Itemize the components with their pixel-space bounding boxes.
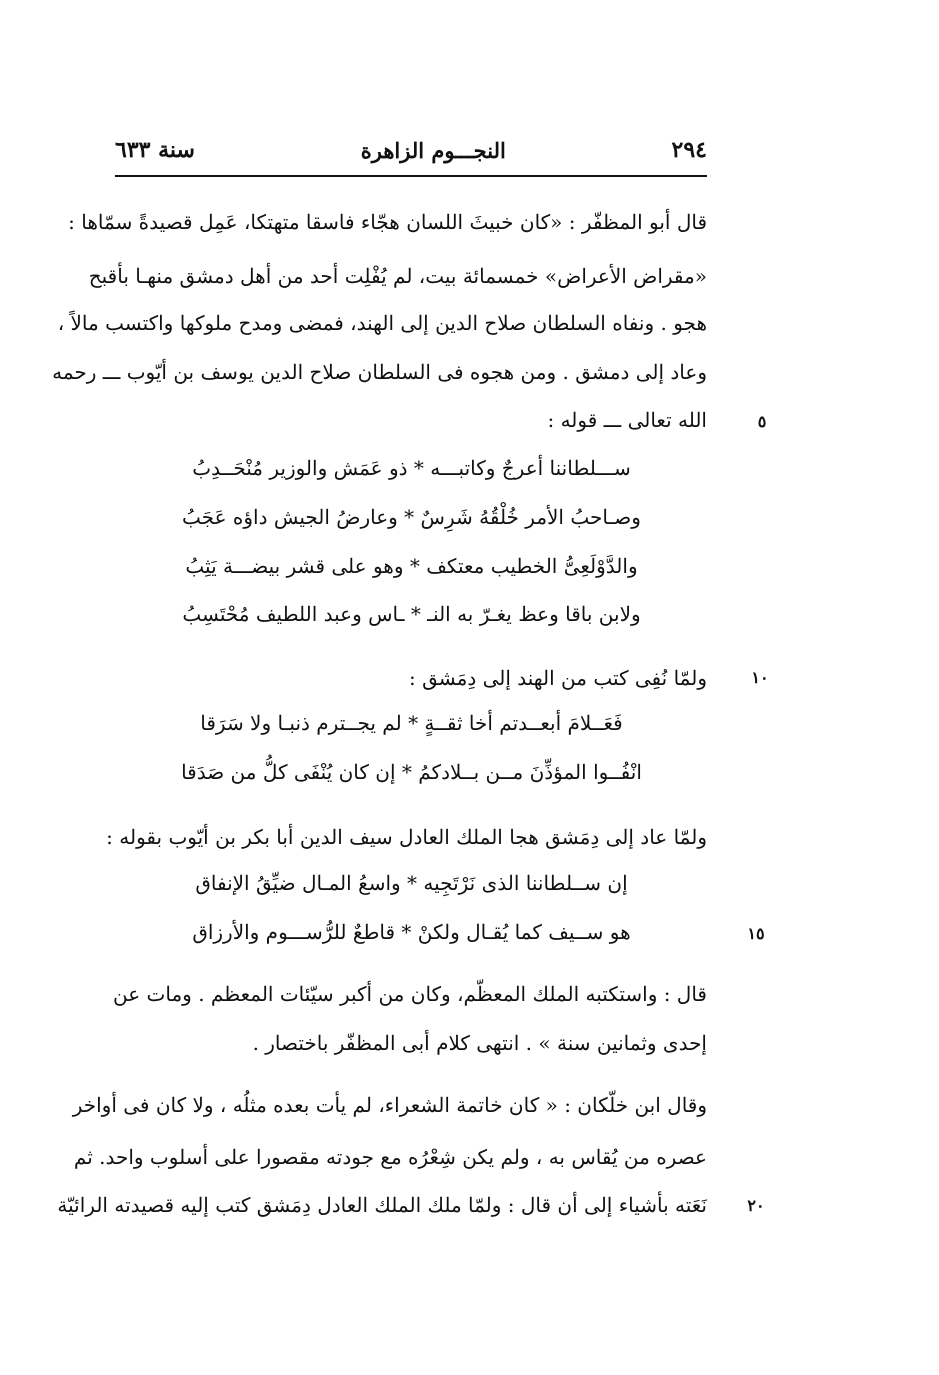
text-line: هجو . ونفاه السلطان صلاح الدين إلى الهند، فمضى ومدح ملوكها واكتسب مالاً ،	[57, 311, 707, 335]
page-number: ٢٩٤	[671, 137, 707, 163]
text-line: «مقراض الأعراض» خمسمائة بيت، لم يُفْلِت أحد من أهل دمشق منهـا بأقبح	[88, 264, 707, 288]
line-number: ١٥	[747, 924, 765, 943]
year-label: سنة ٦٣٣	[115, 137, 195, 163]
verse-line: إن ســلطاننا الذى نَرْتَجِيه * واسعُ المـال ضيِّقُ الإنفاق	[195, 871, 628, 895]
text-line: ولمّا نُفِى كتب من الهند إلى دِمَشق :	[409, 666, 707, 690]
text-line: نَعَته بأشياء إلى أن قال : ولمّا ملك الملك العادل دِمَشق كتب إليه قصيدته الرائيّة	[57, 1193, 707, 1217]
text-line: ولمّا عاد إلى دِمَشق هجا الملك العادل سيف الدين أبا بكر بن أيّوب بقوله :	[106, 825, 707, 849]
text-line: عصره من يُقاس به ، ولم يكن شِعْرُه مع جودته مقصورا على أسلوب واحد. ثم	[73, 1145, 707, 1169]
line-number: ١٠	[751, 668, 769, 687]
line-number: ٥	[757, 412, 767, 431]
verse-line: فَعَــلامَ أبعــدتم أخا ثقــةٍ * لم يجــترم ذنبـا ولا سَرَقا	[200, 711, 623, 735]
verse-line: ولابن باقا وعظ يغـرّ به النـ * ـاس وعبد اللطيف مُحْتَسِبُ	[182, 602, 641, 626]
text-line: إحدى وثمانين سنة » . انتهى كلام أبى المظفّر باختصار .	[252, 1031, 707, 1055]
book-title: النجـــوم الزاهرة	[360, 137, 506, 163]
running-header	[115, 128, 707, 172]
verse-line: ســـلطاننا أعرجٌ وكاتبـــه * ذو عَمَش والوزير مُنْحَــدِبُ	[192, 456, 631, 480]
verse-line: انْفُــوا المؤذِّنَ مــن بــلادكمُ * إن كان يُنْفَى كلُّ من صَدَقا	[181, 760, 642, 784]
verse-line: وصـاحبُ الأمر خُلْقُهُ شَرِسٌ * وعارضُ الجيش داؤه عَجَبُ	[182, 505, 641, 529]
text-line: الله تعالى ـــ قوله :	[547, 408, 707, 432]
text-line: وعاد إلى دمشق . ومن هجوه فى السلطان صلاح الدين يوسف بن أيّوب ـــ رحمه	[52, 360, 707, 384]
verse-line: والدَّوْلَعِىُّ الخطيب معتكف * وهو على قشر بيضـــة يَثِبُ	[185, 554, 638, 578]
verse-line: هو ســيف كما يُقـال ولكنْ * قاطعٌ للرُّســـوم والأرزاق	[192, 920, 631, 944]
text-line: قال أبو المظفّر : «كان خبيثَ اللسان هجّاء فاسقا متهتكا، عَمِل قصيدةً سمّاها :	[68, 210, 707, 234]
line-number: ٢٠	[747, 1196, 765, 1215]
text-line: وقال ابن خلّكان : « كان خاتمة الشعراء، لم يأت بعده مثلُه ، ولا كان فى أواخر	[72, 1093, 707, 1117]
header-rule	[115, 175, 707, 177]
text-line: قال : واستكتبه الملك المعظّم، وكان من أكبر سيّئات المعظم . ومات عن	[113, 982, 707, 1006]
